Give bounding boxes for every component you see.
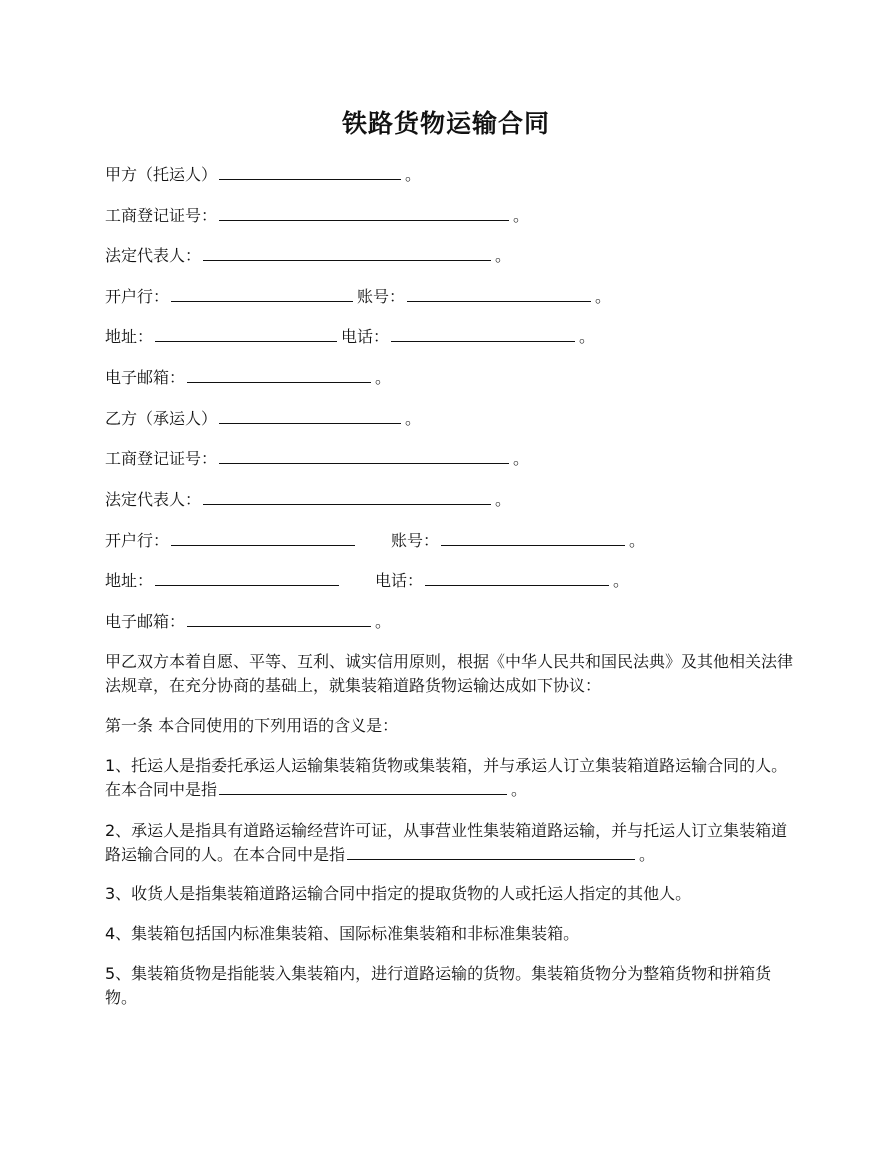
party-b-address-label: 地址：	[105, 571, 154, 590]
period: 。	[629, 531, 646, 550]
period: 。	[513, 206, 530, 225]
party-a-address-label: 地址：	[105, 327, 154, 346]
period: 。	[579, 327, 596, 346]
period: 。	[405, 165, 422, 184]
definition-2	[105, 819, 795, 867]
definition-2-blank[interactable]	[347, 845, 635, 860]
period: 。	[375, 368, 392, 387]
party-a-phone-blank[interactable]	[391, 327, 575, 342]
party-a-address-line	[105, 327, 792, 347]
period: 。	[495, 490, 512, 509]
party-a-reg-blank[interactable]	[219, 206, 509, 221]
party-b-account-label: 账号：	[391, 531, 440, 550]
party-b-phone-blank[interactable]	[425, 571, 609, 586]
party-b-name-blank[interactable]	[219, 409, 401, 424]
party-b-account-blank[interactable]	[441, 531, 625, 546]
party-b-reg-line	[105, 449, 792, 469]
party-a-heading-line	[105, 165, 792, 185]
party-b-rep-blank[interactable]	[203, 490, 491, 505]
party-b-reg-label: 工商登记证号：	[105, 449, 218, 468]
party-b-reg-blank[interactable]	[219, 449, 509, 464]
definition-1	[105, 754, 795, 802]
party-a-rep-label: 法定代表人：	[105, 246, 202, 265]
definition-3: 3、收货人是指集装箱道路运输合同中指定的提取货物的人或托运人指定的其他人。	[105, 884, 692, 903]
definition-2-text: 2、承运人是指具有道路运输经营许可证，从事营业性集装箱道路运输，并与托运人订立集装箱道路运输合同的人。在本合同中是指	[105, 821, 788, 864]
party-a-bank-line	[105, 287, 792, 307]
period: 。	[495, 246, 512, 265]
party-a-account-blank[interactable]	[407, 287, 591, 302]
party-b-address-blank[interactable]	[155, 571, 339, 586]
party-a-rep-line	[105, 246, 792, 266]
party-a-account-label: 账号：	[357, 287, 406, 306]
definition-4: 4、集装箱包括国内标准集装箱、国际标准集装箱和非标准集装箱。	[105, 924, 580, 943]
intro-paragraph: 甲乙双方本着自愿、平等、互利、诚实信用原则，根据《中华人民共和国民法典》及其他相关法律法规章，在充分协商的基础上，就集装箱道路货物运输达成如下协议：	[105, 652, 794, 695]
definition-5: 5、集装箱货物是指能装入集装箱内，进行道路运输的货物。集装箱货物分为整箱货物和拼箱货物。	[105, 964, 772, 1007]
party-a-reg-line	[105, 206, 792, 226]
party-b-bank-line	[105, 531, 792, 551]
period: 。	[639, 845, 656, 864]
party-b-bank-blank[interactable]	[171, 531, 355, 546]
period: 。	[513, 449, 530, 468]
party-a-bank-blank[interactable]	[171, 287, 353, 302]
party-b-phone-label: 电话：	[375, 571, 424, 590]
party-a-rep-blank[interactable]	[203, 246, 491, 261]
party-b-email-blank[interactable]	[187, 612, 371, 627]
article1-heading: 第一条 本合同使用的下列用语的含义是：	[105, 716, 399, 735]
party-a-email-line	[105, 368, 792, 388]
party-b-bank-label: 开户行：	[105, 531, 170, 550]
period: 。	[511, 780, 528, 799]
document-title: 铁路货物运输合同	[341, 109, 550, 138]
party-a-email-blank[interactable]	[187, 368, 371, 383]
party-a-reg-label: 工商登记证号：	[105, 206, 218, 225]
period: 。	[595, 287, 612, 306]
party-a-email-label: 电子邮箱：	[105, 368, 186, 387]
party-a-address-blank[interactable]	[155, 327, 337, 342]
party-b-email-label: 电子邮箱：	[105, 612, 186, 631]
period: 。	[613, 571, 630, 590]
party-b-rep-line	[105, 490, 792, 510]
definition-1-blank[interactable]	[219, 780, 507, 795]
party-b-heading-line	[105, 409, 792, 429]
period: 。	[405, 409, 422, 428]
party-a-bank-label: 开户行：	[105, 287, 170, 306]
party-b-address-line	[105, 571, 792, 591]
party-a-heading: 甲方（托运人）	[105, 165, 218, 184]
party-a-name-blank[interactable]	[219, 165, 401, 180]
party-b-heading: 乙方（承运人）	[105, 409, 218, 428]
party-b-email-line	[105, 612, 792, 632]
definition-1-text: 1、托运人是指委托承运人运输集装箱货物或集装箱，并与承运人订立集装箱道路运输合同的人。在本合同中是指	[105, 756, 788, 799]
period: 。	[375, 612, 392, 631]
party-b-rep-label: 法定代表人：	[105, 490, 202, 509]
party-a-phone-label: 电话：	[341, 327, 390, 346]
